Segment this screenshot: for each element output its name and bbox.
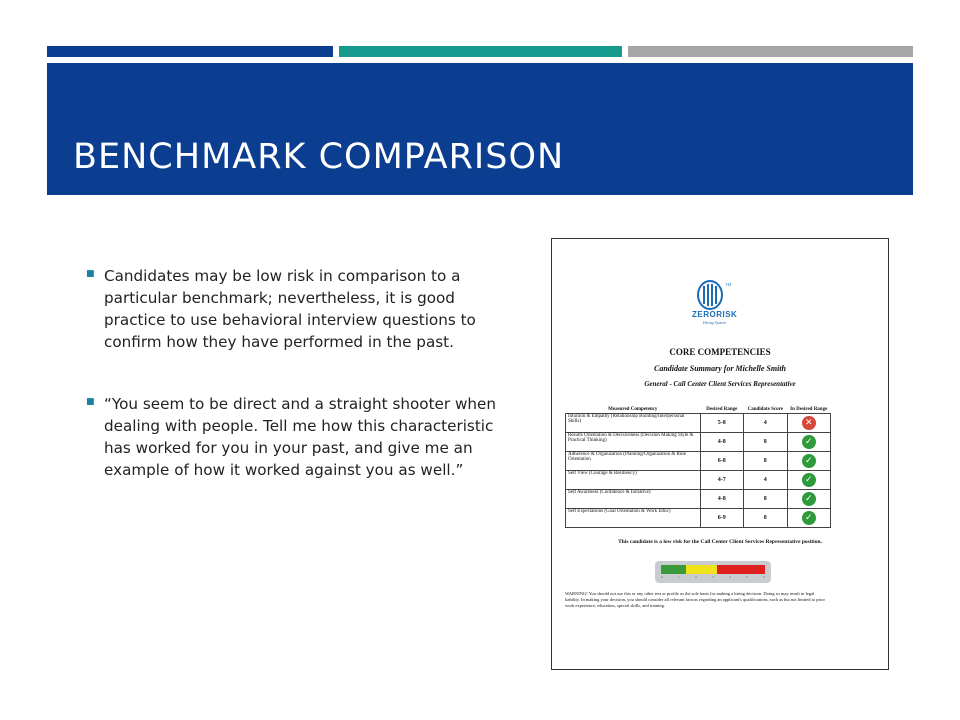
candidate-score-cell: 8: [744, 452, 787, 471]
bullet-item: [86, 265, 516, 353]
risk-scale-tick: 0: [661, 575, 663, 579]
report-title: CORE COMPETENCIES: [669, 347, 771, 357]
risk-scale-tick: 5: [746, 575, 748, 579]
logo-name: ZERORISK: [692, 310, 738, 319]
bullet-text: Candidates may be low risk in comparison to a particular benchmark; nevertheless, it is good practice to use behavioral interview questions to confirm how they have performed in the past.: [104, 267, 476, 351]
competency-cell: Self View (Courage & Resiliency): [566, 471, 701, 490]
competency-cell: Intuition & Empathy (Relationship Building/Interpersonal Skills): [566, 414, 701, 433]
logo-subtitle: Hiring System: [703, 320, 726, 325]
logo-trademark: TM: [725, 282, 731, 287]
risk-scale-bar: [661, 565, 765, 574]
in-range-cell: [787, 452, 831, 471]
candidate-score-cell: 4: [744, 471, 787, 490]
table-row: [566, 490, 831, 509]
risk-scale: [655, 561, 771, 583]
report-subtitle: Candidate Summary for Michelle Smith: [653, 364, 786, 373]
column-header-range: Desired Range: [706, 407, 738, 412]
risk-scale-tick: 3: [712, 575, 714, 579]
table-row: [566, 452, 831, 471]
desired-range-cell: 5-8: [700, 414, 743, 433]
table-body: [566, 414, 831, 528]
in-range-cell: [787, 433, 831, 452]
risk-scale-tick: 2: [695, 575, 697, 579]
zerorisk-logo-icon: [697, 280, 723, 310]
check-icon: ✓: [802, 435, 816, 449]
candidate-score-cell: 8: [744, 509, 787, 528]
risk-scale-ticks: [661, 575, 765, 581]
competency-cell: Adherence & Organization (Planning/Organization & Rule Orientation: [566, 452, 701, 471]
accent-bar-teal: [339, 46, 622, 57]
bullet-text: “You seem to be direct and a straight shooter when dealing with people. Tell me how this characteristic has worked for you in your past, and give me an example of how it worked against you as well.”: [104, 395, 496, 479]
check-icon: ✓: [802, 454, 816, 468]
report-warning: WARNING! You should not use this or any other test or profile as the sole basis for making a hiring decision. Doing so may result in legal liability. In making your decision, you should consider all relevant factors regarding an applicant's qualifications, such as but not limited to prior work experience, education, special skills, and training.: [565, 591, 825, 608]
table-row: [566, 471, 831, 490]
table-row: [566, 433, 831, 452]
zerorisk-logo: [694, 280, 754, 330]
desired-range-cell: 6-9: [700, 509, 743, 528]
competency-cell: Self Awareness (Confidence & Initiative): [566, 490, 701, 509]
column-header-in-range: In Desired Range: [790, 407, 828, 412]
in-range-cell: [787, 414, 831, 433]
desired-range-cell: 4-8: [700, 433, 743, 452]
bullet-list: [86, 265, 516, 521]
risk-scale-red: [717, 565, 765, 574]
candidate-score-cell: 8: [744, 433, 787, 452]
check-icon: ✓: [802, 511, 816, 525]
desired-range-cell: 4-8: [700, 490, 743, 509]
risk-scale-green: [661, 565, 686, 574]
competency-cell: Self Expectations (Goal Orientation & Work Ethic): [566, 509, 701, 528]
cross-icon: ✕: [802, 416, 816, 430]
report-summary: This candidate is a low risk for the Call Center Client Services Representative position.: [618, 539, 822, 545]
table-row: [566, 509, 831, 528]
in-range-cell: [787, 471, 831, 490]
risk-scale-tick: 6: [763, 575, 765, 579]
column-header-competency: Measured Competency: [608, 407, 658, 412]
square-bullet-icon: ■: [86, 397, 95, 407]
bullet-item: [86, 393, 516, 481]
accent-bar-gray: [628, 46, 913, 57]
in-range-cell: [787, 509, 831, 528]
table-row: [566, 414, 831, 433]
table-header-row: [566, 393, 831, 414]
desired-range-cell: 4-7: [700, 471, 743, 490]
check-icon: ✓: [802, 473, 816, 487]
in-range-cell: [787, 490, 831, 509]
square-bullet-icon: ■: [86, 269, 95, 279]
candidate-score-cell: 4: [744, 414, 787, 433]
candidate-score-cell: 8: [744, 490, 787, 509]
risk-scale-tick: 1: [678, 575, 680, 579]
competency-cell: Results Orientation & Decisiveness (Decision Making Style & Practical Thinking): [566, 433, 701, 452]
report-position: General - Call Center Client Services Representative: [644, 380, 796, 388]
title-band: [47, 63, 913, 195]
risk-scale-tick: 4: [729, 575, 731, 579]
slide-title: BENCHMARK COMPARISON: [73, 137, 565, 177]
column-header-score: Candidate Score: [747, 407, 783, 412]
report-image: [551, 238, 889, 670]
risk-scale-yellow: [686, 565, 717, 574]
accent-bar-blue: [47, 46, 333, 57]
check-icon: ✓: [802, 492, 816, 506]
desired-range-cell: 6-8: [700, 452, 743, 471]
competency-table: [565, 393, 831, 528]
logo-mark-graphic: [697, 280, 723, 310]
